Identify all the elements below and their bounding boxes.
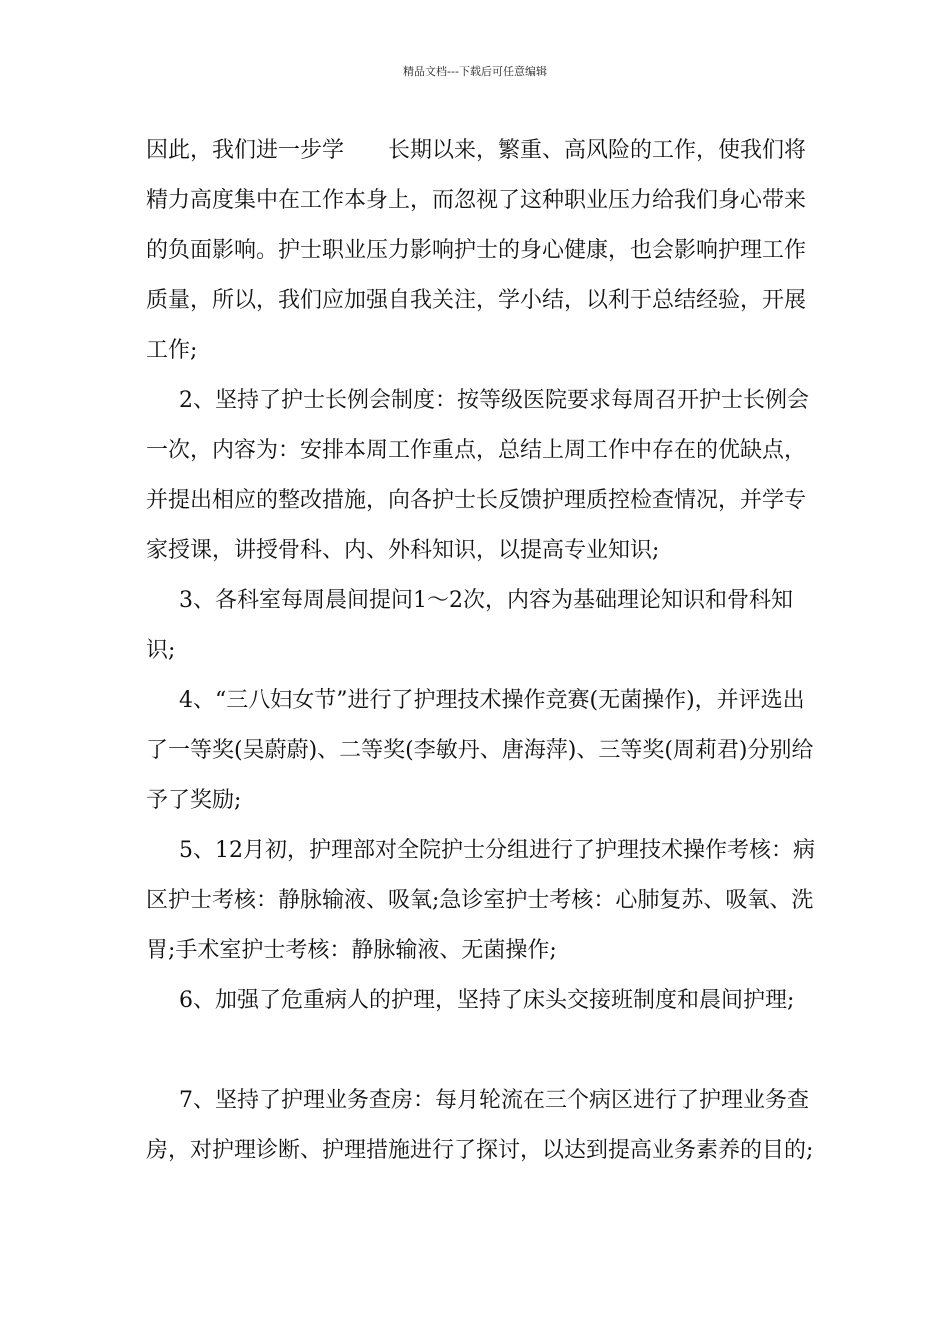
document-body — [146, 126, 816, 1176]
paragraph-item-2: 2、坚持了护士长例会制度：按等级医院要求每周召开护士长例会一次，内容为：安排本周工作重点，总结上周工作中存在的优缺点，并提出相应的整改措施，向各护士长反馈护理质控检查情况，并学专家授课，讲授骨科、内、外科知识，以提高专业知识; — [146, 388, 809, 563]
paragraph-item-6: 6、加强了危重病人的护理，坚持了床头交接班制度和晨间护理; — [179, 988, 795, 1013]
paragraph-item-3: 3、各科室每周晨间提问1～2次，内容为基础理论知识和骨科知识; — [146, 588, 793, 663]
paragraph-intro: 因此，我们进一步学 长期以来，繁重、高风险的工作，使我们将精力高度集中在工作本身上，而忽视了这种职业压力给我们身心带来的负面影响。护士职业压力影响护士的身心健康，也会影响护理工作质量，所以，我们应加强自我关注，学小结，以利于总结经验，开展工作; — [146, 138, 807, 363]
paragraph-item-4: 4、“三八妇女节”进行了护理技术操作竞赛(无菌操作)，并评选出了一等奖(吴蔚蔚)、二等奖(李敏丹、唐海萍)、三等奖(周莉君)分别给予了奖励; — [146, 688, 814, 813]
paragraph-item-5: 5、12月初，护理部对全院护士分组进行了护理技术操作考核：病区护士考核：静脉输液、吸氧;急诊室护士考核：心肺复苏、吸氧、洗胃;手术室护士考核：静脉输液、无菌操作; — [146, 838, 815, 963]
paragraph-item-7: 7、坚持了护理业务查房：每月轮流在三个病区进行了护理业务查房，对护理诊断、护理措施进行了探讨，以达到提高业务素养的目的; — [146, 1088, 814, 1163]
page-header: 精品文档---下载后可任意编辑 — [403, 65, 547, 78]
